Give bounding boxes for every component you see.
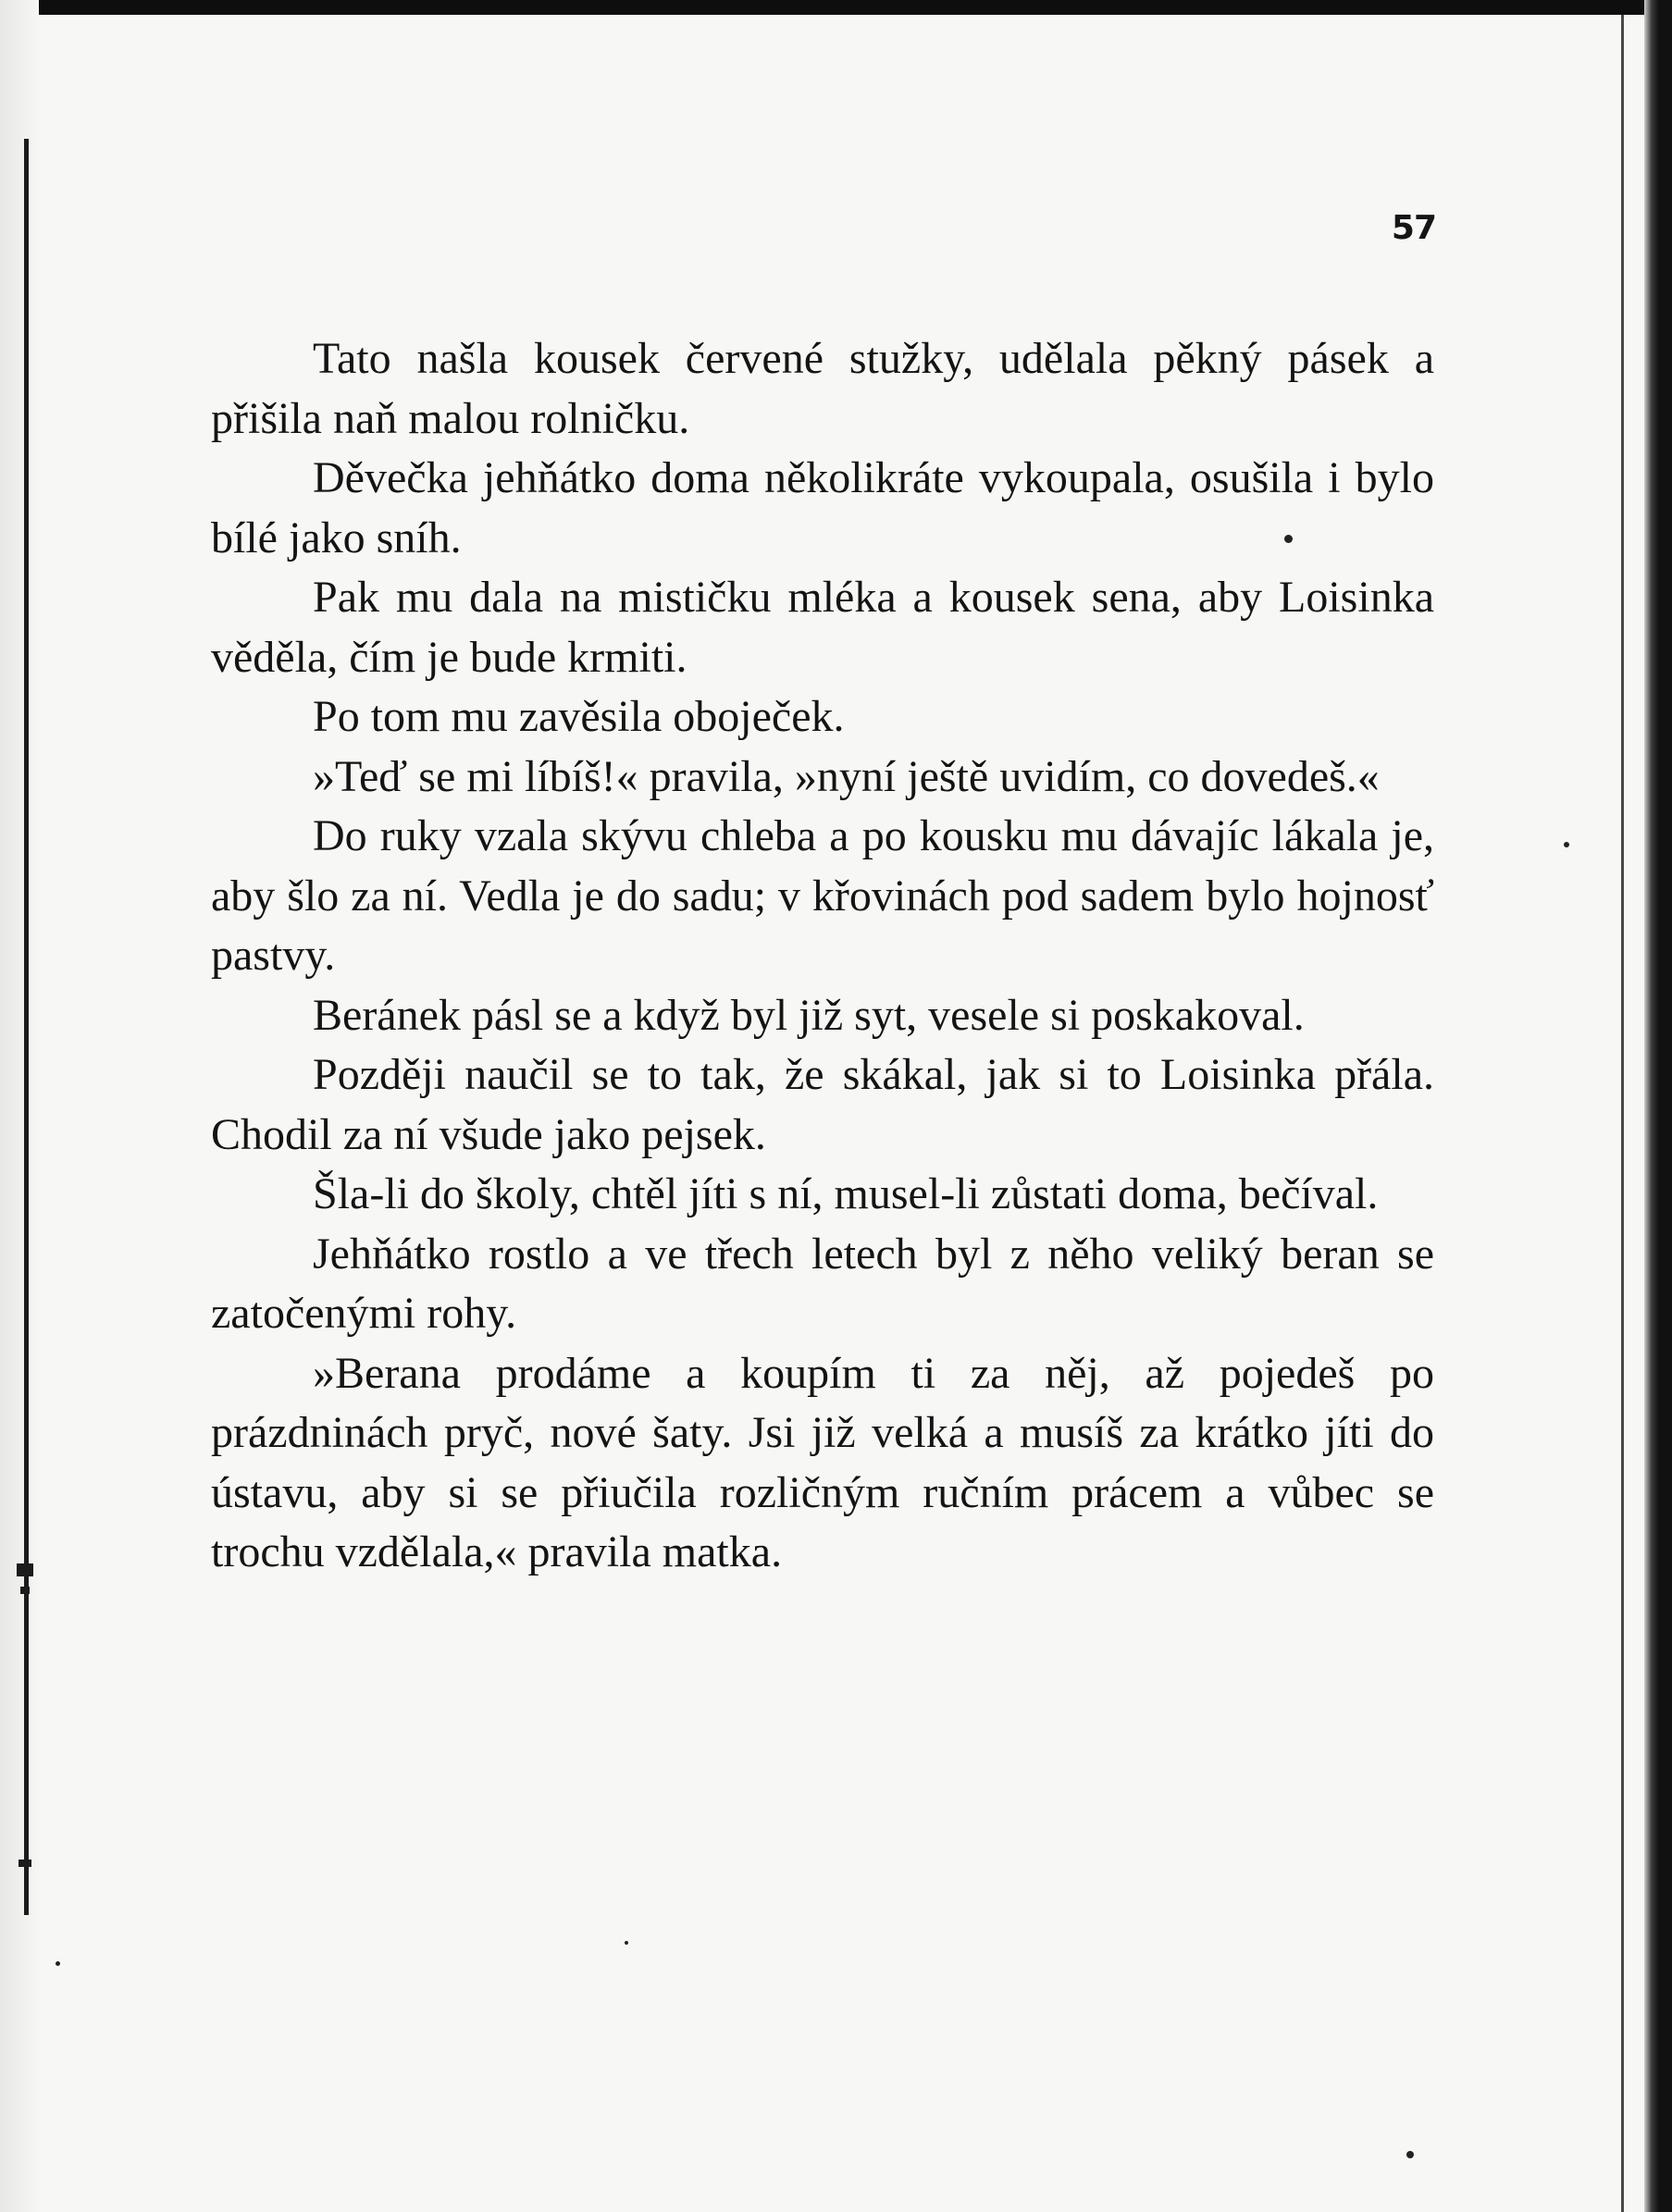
paragraph: Pak mu dala na mističku mléka a kousek sena, aby Loisinka věděla, čím je bude krmiti.: [211, 573, 1434, 682]
scan-right-border: [1644, 0, 1672, 2212]
paragraph: Tato našla kousek červené stužky, udělala pěkný pásek a přišila naň malou rolničku.: [211, 334, 1434, 443]
binding-spine-line: [24, 139, 29, 1915]
paragraph: Šla-li do školy, chtěl jíti s ní, musel-li zůstati doma, bečíval.: [313, 1169, 1379, 1218]
scan-speck: [1406, 2151, 1414, 2158]
paragraph: »Teď se mi líbíš!« pravila, »nyní ještě uvidím, co dovedeš.«: [313, 751, 1380, 801]
scan-speck: [1564, 842, 1569, 847]
page-body-text: [211, 329, 1434, 1583]
paragraph: »Berana prodáme a koupím ti za něj, až pojedeš po prázdninách pryč, nové šaty. Jsi již velká a musíš za krátko jíti do ústavu, aby si se přiučila rozličným ručním prácem a vůbec se trochu vzdělala,« pravila matka.: [211, 1348, 1434, 1576]
scan-speck: [56, 1961, 60, 1966]
binding-mark: [17, 1563, 33, 1576]
page-right-edge-line: [1621, 15, 1624, 2212]
paragraph: Beránek pásl se a když byl již syt, vesele si poskakoval.: [313, 990, 1305, 1040]
binding-mark: [20, 1587, 30, 1594]
page-number: 57: [1391, 209, 1436, 247]
paragraph: Děvečka jehňátko doma několikráte vykoupala, osušila i bylo bílé jako sníh.: [211, 453, 1434, 562]
scan-speck: [625, 1941, 628, 1945]
scan-top-border: [0, 0, 1672, 15]
binding-mark: [19, 1860, 31, 1867]
paragraph: Do ruky vzala skývu chleba a po kousku mu dávajíc lákala je, aby šlo za ní. Vedla je do sadu; v křovinách pod sadem bylo hojnosť pastvy.: [211, 811, 1434, 980]
paragraph: Později naučil se to tak, že skákal, jak si to Loisinka přála. Chodil za ní všude jako pejsek.: [211, 1050, 1434, 1159]
paragraph: Po tom mu zavěsila oboječek.: [313, 692, 845, 741]
book-binding-edge: [0, 0, 39, 2212]
paragraph: Jehňátko rostlo a ve třech letech byl z něho veliký beran se zatočenými rohy.: [211, 1229, 1434, 1338]
